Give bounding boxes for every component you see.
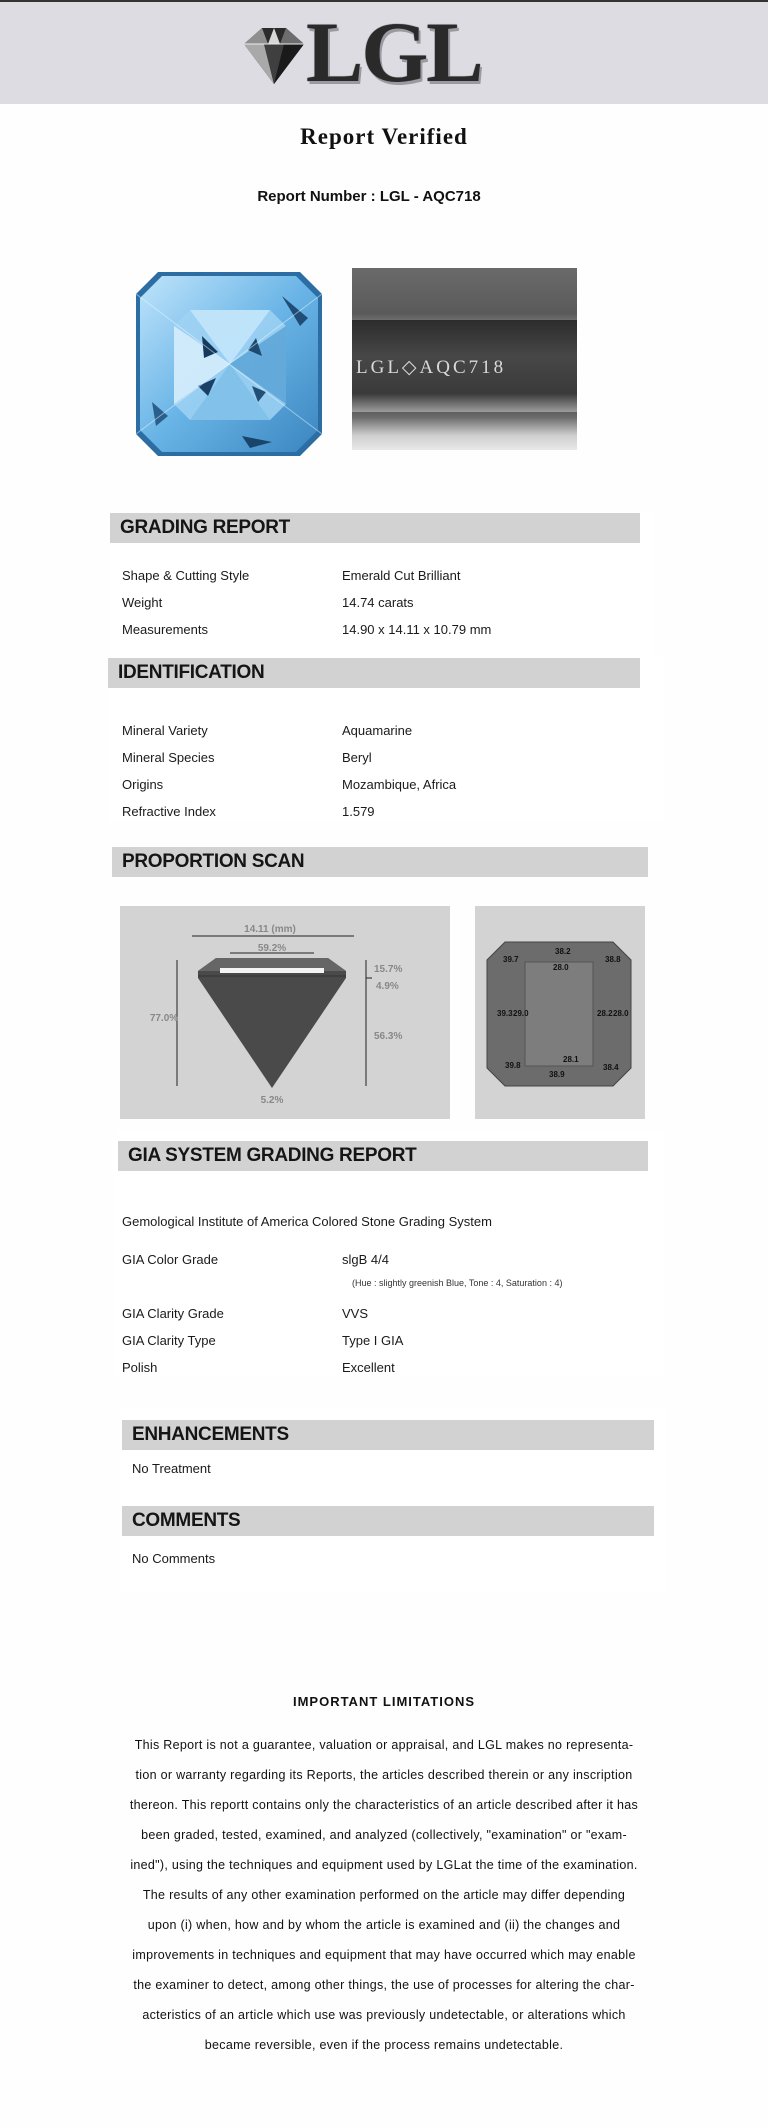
scan-b: 38.9 xyxy=(549,1070,565,1079)
scan-inner-top: 28.0 xyxy=(553,963,569,972)
side-profile-diagram xyxy=(120,906,450,1119)
grading-value-shape: Emerald Cut Brilliant xyxy=(342,568,461,583)
pavilion-pct-label: 56.3% xyxy=(374,1031,403,1042)
culet-pct-label: 5.2% xyxy=(260,1095,284,1106)
id-value-species: Beryl xyxy=(342,750,372,765)
scan-tl: 39.7 xyxy=(503,955,519,964)
id-label-origins: Origins xyxy=(122,777,164,792)
identification-heading: IDENTIFICATION xyxy=(108,658,640,688)
id-value-variety: Aquamarine xyxy=(342,723,413,738)
gia-value-clarity-type: Type I GIA xyxy=(342,1333,404,1348)
top-view-diagram xyxy=(475,906,645,1119)
scan-t: 38.2 xyxy=(555,947,571,956)
limitations-line: ined"), using the techniques and equipment used by LGLat the time of the examination. xyxy=(130,1858,638,1872)
width-label: 14.11 (mm) xyxy=(244,924,296,935)
report-number: Report Number : LGL - AQC718 xyxy=(257,188,481,205)
limitations-line: tion or warranty regarding its Reports, the articles described therein or any inscription xyxy=(135,1768,633,1782)
gia-label-polish: Polish xyxy=(122,1360,158,1375)
header-banner xyxy=(0,2,768,104)
gia-label-color: GIA Color Grade xyxy=(122,1252,219,1267)
grading-report-heading: GRADING REPORT xyxy=(110,513,640,543)
limitations-line: acteristics of an article which use was previously undetectable, or alterations which xyxy=(142,2008,626,2022)
scan-br: 38.4 xyxy=(603,1063,619,1072)
id-label-species: Mineral Species xyxy=(122,750,215,765)
grading-label-measurements: Measurements xyxy=(122,622,208,637)
diamond-logo-icon xyxy=(234,22,314,92)
limitations-line: thereon. This reportt contains only the characteristics of an article described after it has xyxy=(129,1798,639,1812)
limitations-line: upon (i) when, how and by whom the article is examined and (ii) the changes and xyxy=(147,1918,621,1932)
gia-value-polish: Excellent xyxy=(342,1360,395,1375)
grading-label-shape: Shape & Cutting Style xyxy=(122,568,250,583)
comments-value: No Comments xyxy=(132,1551,216,1566)
limitations-title: IMPORTANT LIMITATIONS xyxy=(292,1694,476,1709)
limitations-line: This Report is not a guarantee, valuation or appraisal, and LGL makes no representa- xyxy=(134,1738,634,1752)
proportion-scan-heading: PROPORTION SCAN xyxy=(112,847,648,877)
enhancements-value: No Treatment xyxy=(132,1461,211,1476)
scan-tr: 38.8 xyxy=(605,955,621,964)
inscription-text: LGL◇AQC718 xyxy=(356,357,507,378)
limitations-text xyxy=(118,1730,650,2060)
grading-value-weight: 14.74 carats xyxy=(342,595,414,610)
comments-heading: COMMENTS xyxy=(122,1506,654,1536)
id-value-origins: Mozambique, Africa xyxy=(342,777,457,792)
enhancements-heading: ENHANCEMENTS xyxy=(122,1420,654,1450)
gia-heading: GIA SYSTEM GRADING REPORT xyxy=(118,1141,648,1171)
gia-label-clarity-type: GIA Clarity Type xyxy=(122,1333,216,1348)
gia-value-color: slgB 4/4 xyxy=(342,1252,389,1267)
table-pct-label: 59.2% xyxy=(257,943,287,954)
scan-left-inner: 29.0 xyxy=(513,1009,529,1018)
grading-label-weight: Weight xyxy=(122,595,163,610)
id-label-ri: Refractive Index xyxy=(122,804,216,819)
scan-left: 39.3 xyxy=(497,1009,513,1018)
page-title: Report Verified xyxy=(300,124,468,149)
gia-value-clarity: VVS xyxy=(342,1306,369,1321)
id-label-variety: Mineral Variety xyxy=(122,723,208,738)
limitations-line: improvements in techniques and equipment that may have occurred which may enable xyxy=(132,1948,636,1962)
grading-value-measurements: 14.90 x 14.11 x 10.79 mm xyxy=(342,622,492,637)
limitations-line: been graded, tested, examined, and analyzed (collectively, "examination" or "exam- xyxy=(141,1828,627,1842)
gia-label-clarity: GIA Clarity Grade xyxy=(122,1306,224,1321)
lgl-logo[interactable] xyxy=(234,4,494,100)
logo-text: LGL xyxy=(306,4,482,100)
gia-system-text: Gemological Institute of America Colored Stone Grading System xyxy=(122,1214,492,1229)
scan-right: 28.0 xyxy=(613,1009,629,1018)
depth-pct-label: 77.0% xyxy=(149,1013,179,1024)
limitations-line: became reversible, even if the process remains undetectable. xyxy=(204,2038,564,2052)
gem-photo xyxy=(132,266,328,462)
id-value-ri: 1.579 xyxy=(342,804,375,819)
scan-bl: 39.8 xyxy=(505,1061,521,1070)
scan-right-inner: 28.2 xyxy=(597,1009,613,1018)
limitations-line: the examiner to detect, among other things, the use of processes for altering the char- xyxy=(133,1978,635,1992)
girdle-pct-label: 4.9% xyxy=(376,981,399,992)
scan-inner-bottom: 28.1 xyxy=(563,1055,579,1064)
crown-pct-label: 15.7% xyxy=(374,964,403,975)
inscription-photo xyxy=(352,268,577,450)
gia-color-note: (Hue : slightly greenish Blue, Tone : 4, Saturation : 4) xyxy=(352,1278,563,1288)
limitations-line: The results of any other examination performed on the article may differ depending xyxy=(142,1888,626,1902)
